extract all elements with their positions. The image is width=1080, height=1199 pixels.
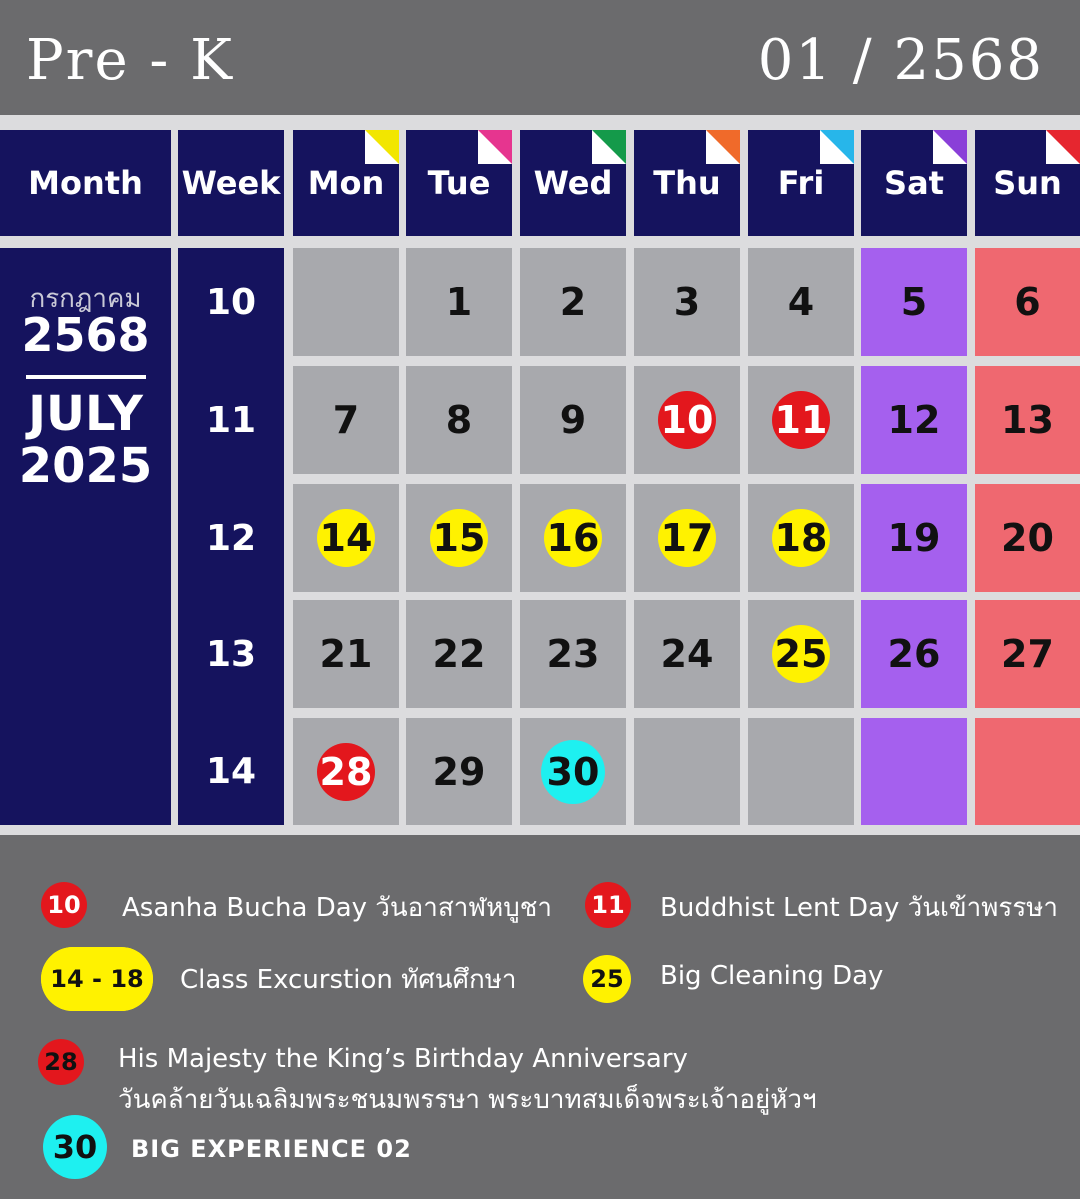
highlighted-day-number: 28 (317, 743, 375, 801)
day-cell-18[interactable] (748, 484, 854, 592)
week-number: 12 (205, 517, 257, 559)
legend-badge-excursion (41, 947, 153, 1011)
legend-text-asanha: Asanha Bucha Day วันอาสาฬหบูชา (122, 893, 553, 923)
day-cell-19[interactable] (861, 484, 967, 592)
day-number: 23 (546, 632, 600, 676)
english-month-label: JULY (28, 386, 143, 442)
day-number: 12 (887, 398, 941, 442)
legend-text-experience: BIG EXPERIENCE 02 (131, 1135, 412, 1163)
legend-badge-lent: 11 (585, 882, 631, 928)
day-cell-3[interactable] (634, 248, 740, 356)
english-year-label: 2025 (18, 438, 153, 494)
day-cell-8[interactable] (406, 366, 512, 474)
thai-year-label: 2568 (21, 308, 150, 362)
day-cell-27[interactable] (975, 600, 1080, 708)
day-header-thu (634, 130, 740, 236)
day-header-sun (975, 130, 1080, 236)
day-header-label: Mon (307, 164, 385, 202)
day-header-wed (520, 130, 626, 236)
week-number: 13 (205, 633, 257, 675)
day-cell-5[interactable] (861, 248, 967, 356)
day-number: 7 (332, 398, 360, 442)
day-number: 2 (559, 280, 587, 324)
day-cell-9[interactable] (520, 366, 626, 474)
legend-text-cleaning: Big Cleaning Day (660, 961, 884, 991)
day-cell-23[interactable] (520, 600, 626, 708)
day-header-label: Fri (777, 164, 825, 202)
legend-text-lent: Buddhist Lent Day วันเข้าพรรษา (660, 893, 1059, 923)
highlighted-day-number: 14 (317, 509, 375, 567)
day-cell-28[interactable] (293, 718, 399, 825)
day-cell-29[interactable] (406, 718, 512, 825)
day-number: 8 (445, 398, 473, 442)
month-block (0, 248, 171, 825)
day-header-label: Sun (993, 164, 1062, 202)
month-header-label: Month (28, 164, 143, 202)
week-number: 14 (205, 751, 257, 792)
highlighted-day-number: 30 (541, 740, 605, 804)
day-header-label: Thu (653, 164, 721, 202)
empty-day-cell (861, 718, 967, 825)
day-header-mon (293, 130, 399, 236)
day-number: 6 (1014, 280, 1041, 324)
day-cell-15[interactable] (406, 484, 512, 592)
day-number: 21 (319, 632, 373, 676)
day-header-sat (861, 130, 967, 236)
color-flag-icon (478, 130, 512, 164)
legend-badge-cleaning: 25 (583, 955, 631, 1003)
day-cell-7[interactable] (293, 366, 399, 474)
day-number: 29 (432, 749, 486, 794)
day-cell-1[interactable] (406, 248, 512, 356)
empty-day-cell (634, 718, 740, 825)
day-number: 4 (787, 280, 815, 324)
day-number: 24 (660, 632, 714, 676)
day-cell-21[interactable] (293, 600, 399, 708)
empty-day-cell (748, 718, 854, 825)
day-cell-26[interactable] (861, 600, 967, 708)
week-number: 11 (205, 399, 257, 441)
day-number: 22 (432, 632, 486, 676)
day-cell-11[interactable] (748, 366, 854, 474)
week-header-label: Week (181, 164, 281, 202)
legend-badge-asanha: 10 (41, 882, 87, 928)
day-header-label: Tue (427, 164, 491, 202)
month-column-header (0, 130, 171, 236)
day-number: 9 (559, 398, 587, 442)
legend-text-king-th: วันคล้ายวันเฉลิมพระชนมพรรษา พระบาทสมเด็จพระเจ้าอยู่หัวฯ (118, 1085, 817, 1115)
legend-badge-experience: 30 (43, 1115, 107, 1179)
day-cell-2[interactable] (520, 248, 626, 356)
thai-month-label: กรกฎาคม (29, 284, 142, 314)
color-flag-icon (1046, 130, 1080, 164)
highlighted-day-number: 10 (658, 391, 716, 449)
day-cell-6[interactable] (975, 248, 1080, 356)
day-number: 1 (445, 280, 473, 324)
highlighted-day-number: 15 (430, 509, 488, 567)
day-header-label: Wed (533, 164, 613, 202)
day-number: 27 (1001, 632, 1054, 676)
color-flag-icon (933, 130, 967, 164)
legend (0, 835, 1080, 1199)
color-flag-icon (820, 130, 854, 164)
color-flag-icon (706, 130, 740, 164)
color-flag-icon (365, 130, 399, 164)
highlighted-day-number: 11 (772, 391, 830, 449)
day-number: 19 (887, 516, 941, 560)
legend-badge-king: 28 (38, 1039, 84, 1085)
month-divider (26, 375, 146, 379)
week-column-header (178, 130, 284, 236)
day-cell-4[interactable] (748, 248, 854, 356)
day-cell-13[interactable] (975, 366, 1080, 474)
day-header-tue (406, 130, 512, 236)
day-cell-17[interactable] (634, 484, 740, 592)
day-cell-14[interactable] (293, 484, 399, 592)
day-cell-10[interactable] (634, 366, 740, 474)
class-title: Pre - K (26, 28, 234, 93)
day-number: 13 (1001, 398, 1054, 442)
day-header-label: Sat (884, 164, 944, 202)
day-cell-12[interactable] (861, 366, 967, 474)
legend-text-king-en: His Majesty the King’s Birthday Anniversary (118, 1044, 688, 1074)
day-header-fri (748, 130, 854, 236)
empty-day-cell (293, 248, 399, 356)
highlighted-day-number: 17 (658, 509, 716, 567)
empty-day-cell (975, 718, 1080, 825)
calendar-number: 01 / 2568 (757, 28, 1044, 93)
day-number: 3 (673, 280, 701, 324)
day-cell-30[interactable] (520, 718, 626, 825)
day-cell-22[interactable] (406, 600, 512, 708)
day-number: 20 (1001, 516, 1054, 560)
legend-badge-excursion-label: 14 - 18 (41, 947, 153, 1011)
title-bar (0, 0, 1080, 115)
highlighted-day-number: 25 (772, 625, 830, 683)
day-cell-16[interactable] (520, 484, 626, 592)
day-cell-20[interactable] (975, 484, 1080, 592)
day-number: 5 (900, 280, 928, 324)
day-number: 26 (887, 632, 941, 676)
day-cell-25[interactable] (748, 600, 854, 708)
legend-text-excursion: Class Excurstion ทัศนศึกษา (180, 965, 517, 995)
color-flag-icon (592, 130, 626, 164)
day-cell-24[interactable] (634, 600, 740, 708)
highlighted-day-number: 16 (544, 509, 602, 567)
highlighted-day-number: 18 (772, 509, 830, 567)
week-number: 10 (205, 281, 257, 323)
